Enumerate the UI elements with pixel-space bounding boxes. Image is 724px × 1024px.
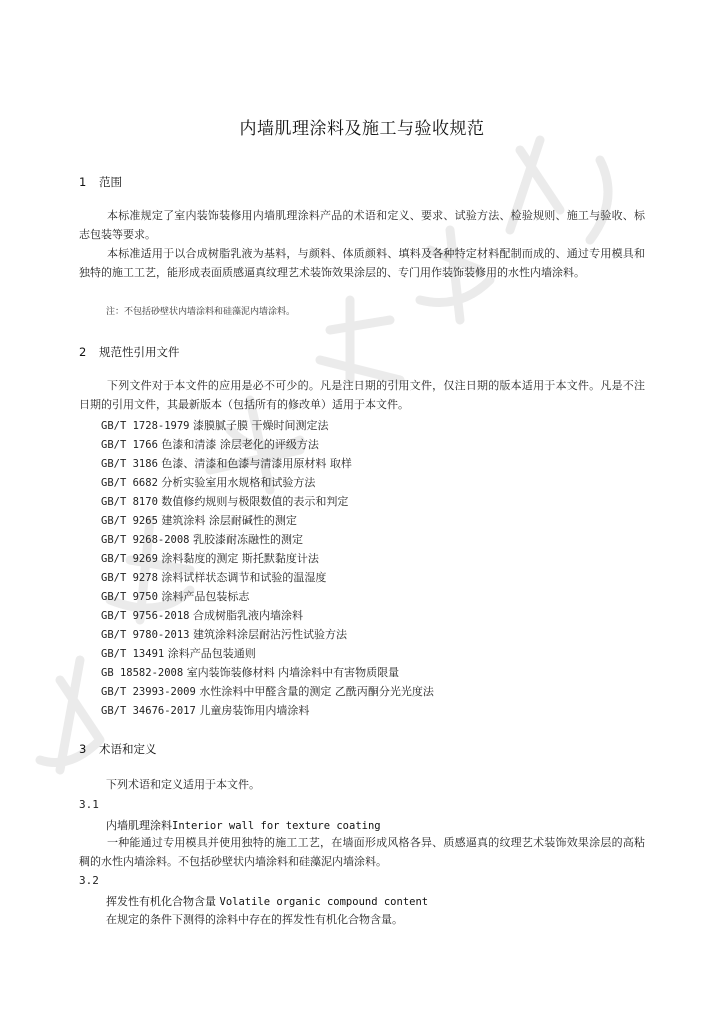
- reference-title: 合成树脂乳液内墙涂料: [193, 609, 304, 622]
- reference-title: 建筑涂料涂层耐沾污性试验方法: [193, 628, 348, 641]
- reference-title: 涂料试样状态调节和试验的温湿度: [161, 571, 327, 584]
- reference-item: [101, 682, 434, 701]
- reference-code: GB 18582-2008: [101, 667, 184, 679]
- section-1-heading: [79, 174, 122, 190]
- section-3-heading: [79, 741, 157, 757]
- reference-title: 涂料黏度的测定 斯托默黏度计法: [161, 552, 319, 565]
- reference-item: [101, 530, 434, 549]
- section-title: 术语和定义: [99, 742, 157, 756]
- reference-item: [101, 416, 434, 435]
- reference-item: [101, 492, 434, 511]
- reference-item: [101, 644, 434, 663]
- reference-code: GB/T 9278: [101, 572, 158, 584]
- reference-item: [101, 606, 434, 625]
- reference-item: [101, 549, 434, 568]
- reference-item: [101, 454, 434, 473]
- reference-code: GB/T 3186: [101, 458, 158, 470]
- paragraph: 下列术语和定义适用于本文件。: [106, 778, 260, 791]
- reference-code: GB/T 6682: [101, 477, 158, 489]
- reference-code: GB/T 8170: [101, 496, 158, 508]
- reference-title: 乳胶漆耐冻融性的测定: [193, 533, 304, 546]
- reference-code: GB/T 1728-1979: [101, 420, 190, 432]
- reference-title: 水性涂料中甲醛含量的测定 乙酰丙酮分光光度法: [199, 685, 434, 698]
- reference-title: 涂料产品包装通则: [167, 647, 256, 660]
- section-title: 范围: [99, 175, 122, 189]
- paragraph: 本标准规定了室内装饰装修用内墙肌理涂料产品的术语和定义、要求、试验方法、检验规则、施工与验收、标志包装等要求。: [79, 209, 645, 241]
- term-number: 3.1: [79, 798, 99, 811]
- term-heading: [106, 893, 428, 909]
- reference-code: GB/T 34676-2017: [101, 705, 196, 717]
- reference-title: 色漆、清漆和色漆与清漆用原材料 取样: [161, 457, 352, 470]
- term-chinese: 内墙肌理涂料: [106, 819, 172, 832]
- reference-item: [101, 701, 434, 720]
- reference-title: 涂料产品包装标志: [161, 590, 250, 603]
- section-number: 2: [79, 345, 87, 359]
- reference-code: GB/T 23993-2009: [101, 686, 196, 698]
- paragraph: 下列文件对于本文件的应用是必不可少的。凡是注日期的引用文件，仅注日期的版本适用于本文件。凡是不注日期的引用文件，其最新版本（包括所有的修改单）适用于本文件。: [79, 379, 645, 411]
- reference-code: GB/T 9269: [101, 553, 158, 565]
- reference-title: 漆膜腻子膜 干燥时间测定法: [193, 419, 329, 432]
- term-number: 3.2: [79, 874, 99, 887]
- term-english: Volatile organic compound content: [219, 896, 429, 908]
- reference-title: 儿童房装饰用内墙涂料: [199, 704, 310, 717]
- paragraph: 本标准适用于以合成树脂乳液为基料，与颜料、体质颜料、填料及各种特定材料配制而成的、通过专用模具和独特的施工工艺，能形成表面质感逼真纹理艺术装饰效果涂层的、专门用作装饰装修用的水性内墙涂料。: [79, 247, 645, 279]
- document-title: 内墙肌理涂料及施工与验收规范: [239, 119, 485, 139]
- reference-code: GB/T 1766: [101, 439, 158, 451]
- section-number: 3: [79, 742, 87, 756]
- note: 注：不包括砂壁状内墙涂料和硅藻泥内墙涂料。: [106, 307, 296, 317]
- reference-item: [101, 625, 434, 644]
- section-number: 1: [79, 175, 87, 189]
- reference-item: [101, 568, 434, 587]
- reference-title: 分析实验室用水规格和试验方法: [161, 476, 316, 489]
- reference-title: 数值修约规则与极限数值的表示和判定: [161, 495, 349, 508]
- term-chinese: 挥发性有机化合物含量: [106, 895, 216, 908]
- reference-title: 室内装饰装修材料 内墙涂料中有害物质限量: [186, 666, 400, 679]
- reference-item: [101, 587, 434, 606]
- reference-item: [101, 435, 434, 454]
- reference-item: [101, 663, 434, 682]
- reference-title: 建筑涂料 涂层耐碱性的测定: [161, 514, 297, 527]
- section-title: 规范性引用文件: [99, 345, 180, 359]
- reference-code: GB/T 9265: [101, 515, 158, 527]
- reference-code: GB/T 13491: [101, 648, 165, 660]
- reference-code: GB/T 9750: [101, 591, 158, 603]
- reference-title: 色漆和清漆 涂层老化的评级方法: [161, 438, 319, 451]
- reference-code: GB/T 9780-2013: [101, 629, 190, 641]
- term-heading: [106, 817, 381, 833]
- reference-list: [101, 416, 434, 720]
- term-definition: 在规定的条件下测得的涂料中存在的挥发性有机化合物含量。: [106, 913, 403, 926]
- term-english: Interior wall for texture coating: [172, 820, 381, 832]
- reference-item: [101, 511, 434, 530]
- section-2-heading: [79, 344, 180, 360]
- term-definition: 一种能通过专用模具并使用独特的施工工艺，在墙面形成风格各异、质感逼真的纹理艺术装饰效果涂层的高粘稠的水性内墙涂料。不包括砂壁状内墙涂料和硅藻泥内墙涂料。: [79, 836, 645, 868]
- reference-item: [101, 473, 434, 492]
- reference-code: GB/T 9756-2018: [101, 610, 190, 622]
- reference-code: GB/T 9268-2008: [101, 534, 190, 546]
